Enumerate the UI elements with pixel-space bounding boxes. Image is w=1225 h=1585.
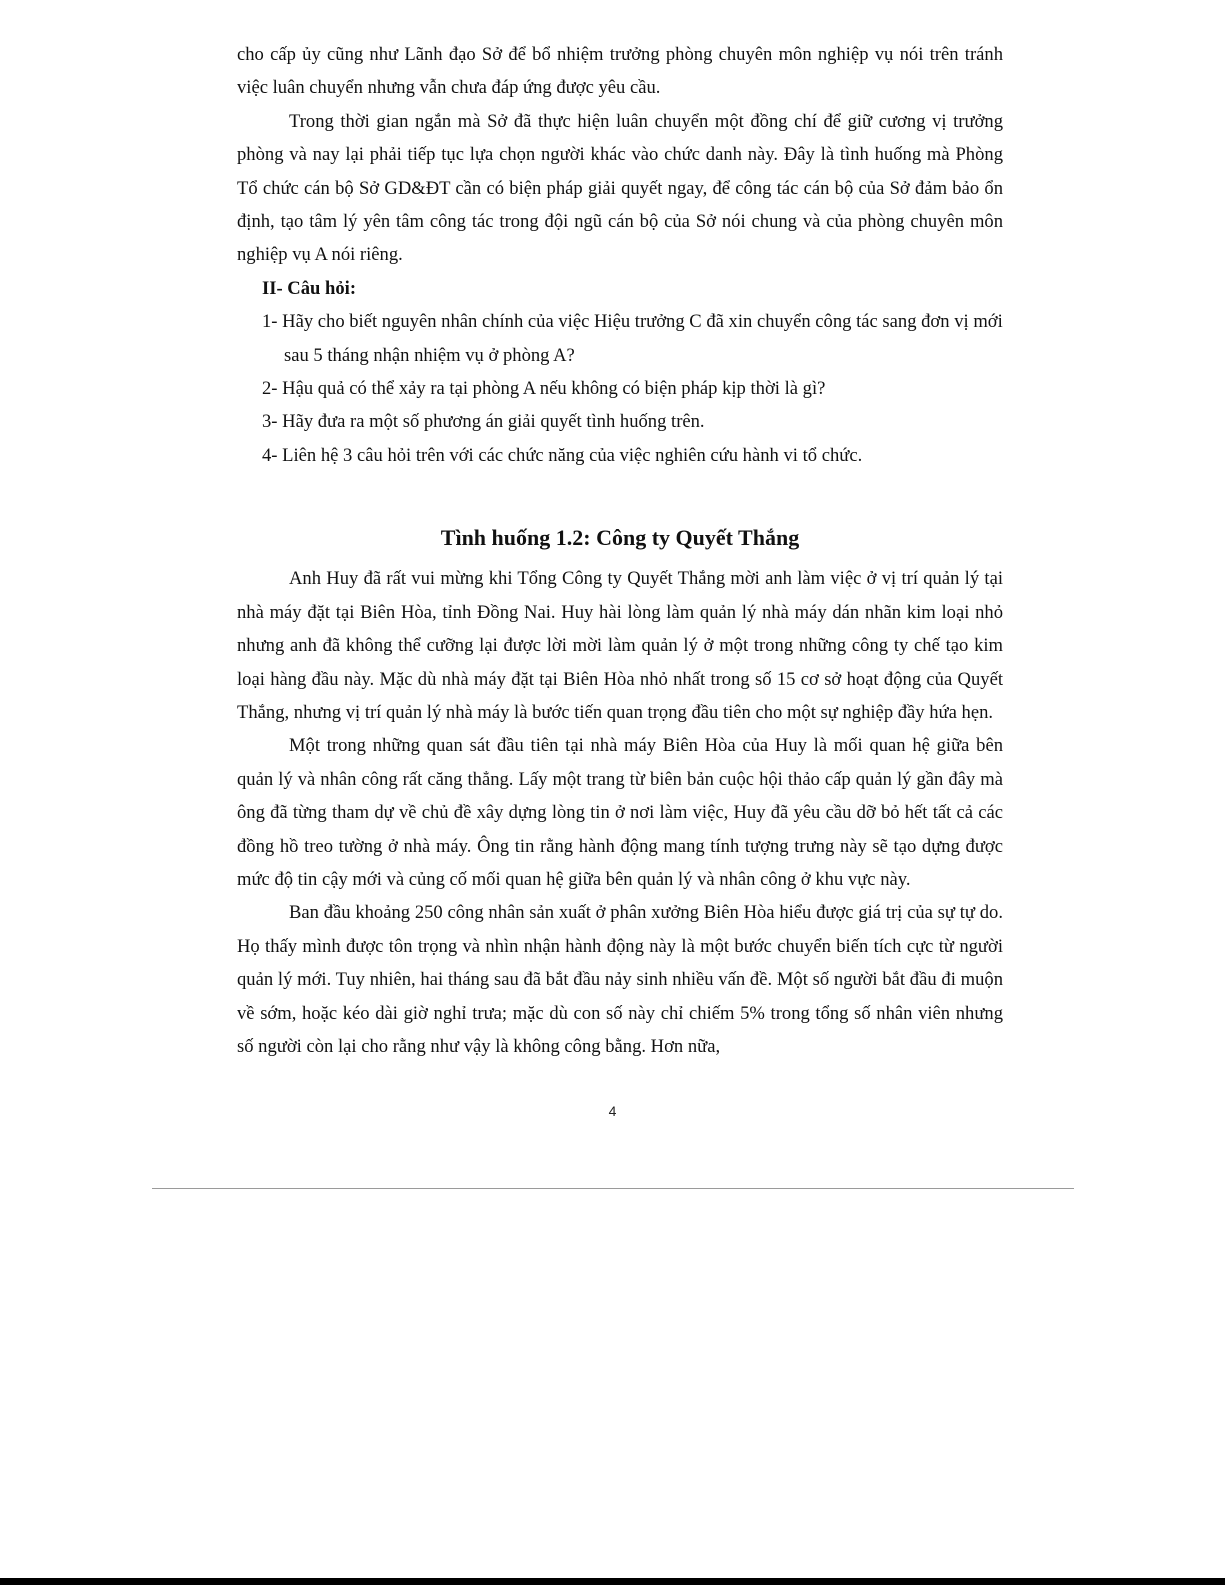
questions-heading: II- Câu hỏi: [262, 277, 357, 299]
question-item-2: 2- Hậu quả có thể xảy ra tại phòng A nếu không có biện pháp kịp thời là gì? [262, 378, 826, 400]
page-number: 4 [608, 1103, 617, 1119]
page-content [237, 38, 1003, 1063]
paragraph-situation: Trong thời gian ngắn mà Sở đã thực hiện luân chuyển một đồng chí để giữ cương vị trưởng phòng và nay lại phải tiếp tục lựa chọn người khác vào chức danh này. Đây là tình huống mà Phòng Tổ chức cán bộ Sở GD&ĐT cần có biện pháp giải quyết ngay, để công tác cán bộ của Sở đảm bảo ổn định, tạo tâm lý yên tâm công tác trong đội ngũ cán bộ của Sở nói chung và của phòng chuyên môn nghiệp vụ A nói riêng. [237, 110, 1003, 266]
case-paragraph-3: Ban đầu khoảng 250 công nhân sản xuất ở phân xưởng Biên Hòa hiểu được giá trị của sự tự do. Họ thấy mình được tôn trọng và nhìn nhận hành động này là một bước chuyển biến tích cực từ người quản lý mới. Tuy nhiên, hai tháng sau đã bắt đầu nảy sinh nhiều vấn đề. Một số người bắt đầu đi muộn về sớm, hoặc kéo dài giờ nghỉ trưa; mặc dù con số này chỉ chiếm 5% trong tổng số nhân viên nhưng số người còn lại cho rằng như vậy là không công bằng. Hơn nữa, [237, 902, 1003, 1057]
case-paragraph-1: Anh Huy đã rất vui mừng khi Tổng Công ty Quyết Thắng mời anh làm việc ở vị trí quản lý tại nhà máy đặt tại Biên Hòa, tỉnh Đồng Nai. Huy hài lòng làm quản lý nhà máy dán nhãn kim loại nhỏ nhưng anh đã không thể cưỡng lại được lời mời làm quản lý ở một trong những công ty chế tạo kim loại hàng đầu này. Mặc dù nhà máy đặt tại Biên Hòa nhỏ nhất trong số 15 cơ sở hoạt động của Quyết Thắng, nhưng vị trí quản lý nhà máy là bước tiến quan trọng đầu tiên cho một sự nghiệp đầy hứa hẹn. [237, 568, 1003, 723]
case-paragraph-2: Một trong những quan sát đầu tiên tại nhà máy Biên Hòa của Huy là mối quan hệ giữa bên quản lý và nhân công rất căng thẳng. Lấy một trang từ biên bản cuộc hội thảo cấp quản lý gần đây mà ông đã từng tham dự về chủ đề xây dựng lòng tin ở nơi làm việc, Huy đã yêu cầu dỡ bỏ hết tất cả các đồng hồ treo tường ở nhà máy. Ông tin rằng hành động mang tính tượng trưng này sẽ tạo dựng được mức độ tin cậy mới và củng cố mối quan hệ giữa bên quản lý và nhân công ở khu vực này. [237, 735, 1003, 890]
case-title: Tình huống 1.2: Công ty Quyết Thắng [440, 525, 800, 551]
question-item-1: 1- Hãy cho biết nguyên nhân chính của việc Hiệu trưởng C đã xin chuyển công tác sang đơn vị mới sau 5 tháng nhận nhiệm vụ ở phòng A? [262, 311, 1003, 366]
question-item-3: 3- Hãy đưa ra một số phương án giải quyết tình huống trên. [262, 411, 705, 433]
bottom-edge-bar [0, 1578, 1225, 1585]
paragraph-continuation: cho cấp ủy cũng như Lãnh đạo Sở để bổ nhiệm trưởng phòng chuyên môn nghiệp vụ nói trên tránh việc luân chuyển nhưng vẫn chưa đáp ứng được yêu cầu. [237, 44, 1003, 99]
questions-list [237, 305, 1003, 472]
page-divider [152, 1188, 1074, 1189]
question-item-4: 4- Liên hệ 3 câu hỏi trên với các chức năng của việc nghiên cứu hành vi tổ chức. [262, 444, 863, 466]
